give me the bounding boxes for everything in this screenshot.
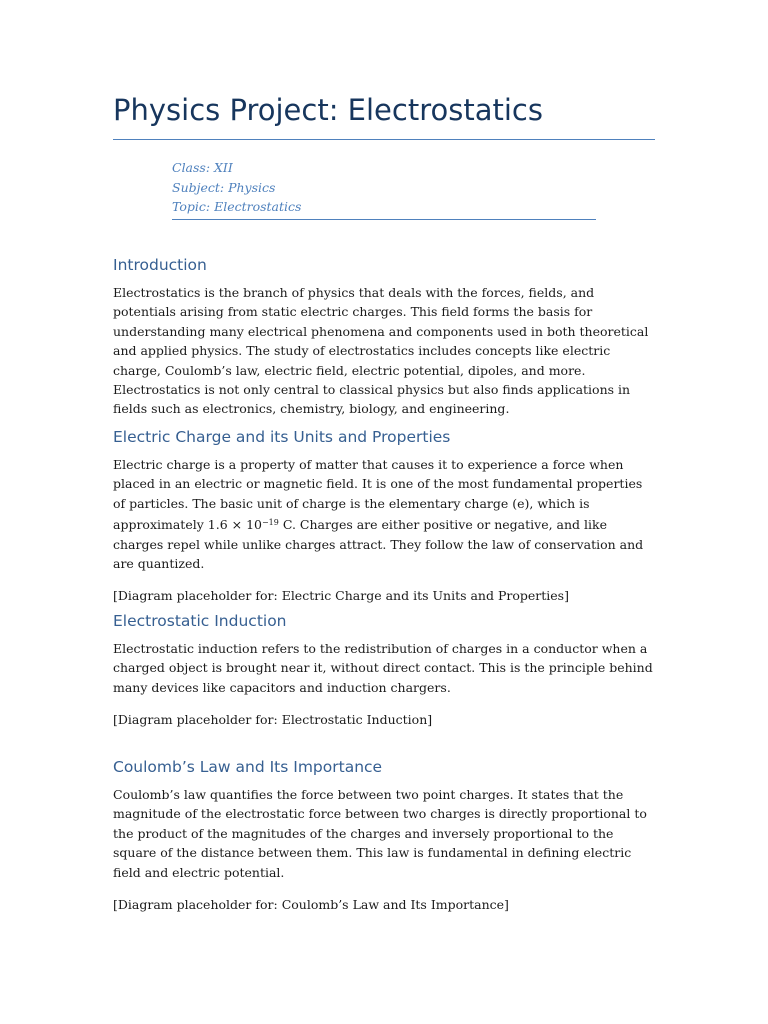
body-text-before: Electric charge is a property of matter that causes it to experience a force when placed in an electric or magnetic field. It is one of the most fundamental properties of particles. The basic unit of charge is the elementary charge (e), which is approximately 1.6 × 10 bbox=[113, 457, 643, 533]
section-body: Coulomb’s law quantifies the force between two point charges. It states that the magnitude of the electrostatic force between two charges is directly proportional to the product of the magnitudes of the charges and inversely proportional to the square of the distance between them. This law is fundamental in defining electric field and electric potential. bbox=[113, 787, 647, 880]
document-title: Physics Project: Electrostatics bbox=[113, 93, 543, 127]
section-body: Electrostatic induction refers to the redistribution of charges in a conductor when a charged object is brought near it, without direct contact. This is the principle behind many devices like capacitors and induction chargers. bbox=[113, 641, 653, 695]
section-heading: Coulomb’s Law and Its Importance bbox=[113, 758, 383, 776]
meta-topic: Topic: Electrostatics bbox=[172, 199, 302, 214]
diagram-placeholder: [Diagram placeholder for: Coulomb’s Law and Its Importance] bbox=[113, 897, 509, 913]
section-electrostatic-induction bbox=[113, 611, 655, 730]
exponent: −19 bbox=[261, 518, 279, 528]
document-meta bbox=[172, 158, 596, 217]
section-heading: Electrostatic Induction bbox=[113, 612, 287, 630]
meta-divider bbox=[172, 219, 596, 220]
meta-subject: Subject: Physics bbox=[172, 179, 276, 195]
title-divider bbox=[113, 139, 655, 140]
diagram-placeholder: [Diagram placeholder for: Electric Charge and its Units and Properties] bbox=[113, 588, 569, 604]
section-coulombs-law bbox=[113, 757, 655, 914]
section-heading: Electric Charge and its Units and Properties bbox=[113, 428, 451, 446]
section-introduction bbox=[113, 255, 655, 419]
section-body bbox=[113, 455, 655, 573]
body-text-after: C. Charges are either positive or negative, and like charges repel while unlike charges attract. They follow the law of conservation and are quantized. bbox=[113, 517, 644, 572]
section-electric-charge bbox=[113, 427, 655, 606]
meta-class: Class: XII bbox=[172, 160, 233, 175]
section-heading: Introduction bbox=[113, 256, 207, 274]
section-body: Electrostatics is the branch of physics that deals with the forces, fields, and potentials arising from static electric charges. This field forms the basis for understanding many electrical phenomena and components used in both theoretical and applied physics. The study of electrostatics includes concepts like electric charge, Coulomb’s law, electric field, electric potential, dipoles, and more. Electrostatics is not only central to classical physics but also finds applications in fields such as electronics, chemistry, biology, and engineering. bbox=[113, 285, 649, 417]
diagram-placeholder: [Diagram placeholder for: Electrostatic Induction] bbox=[113, 712, 433, 728]
